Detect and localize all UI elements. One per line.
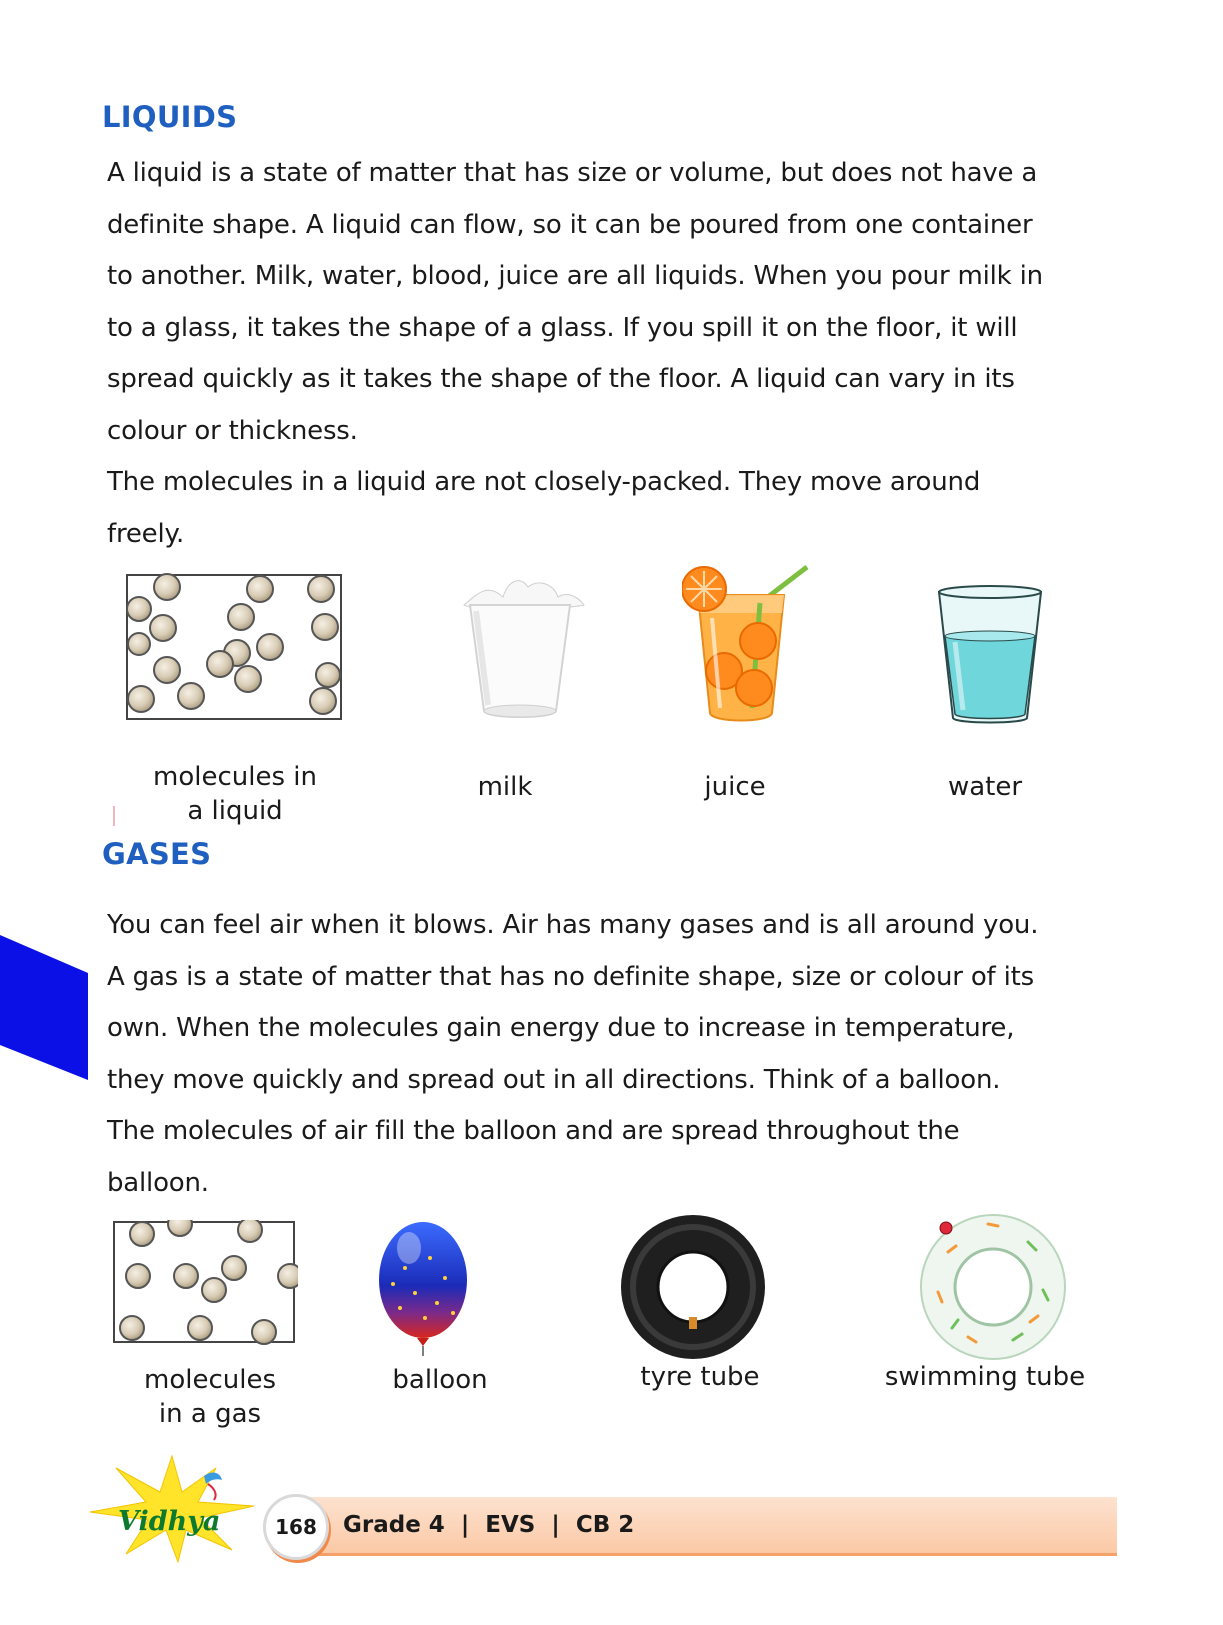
liquids-heading: LIQUIDS [102, 100, 238, 134]
page-number: 168 [263, 1494, 329, 1560]
footer-title [343, 1502, 634, 1548]
milk-glass-illustration [458, 575, 588, 725]
text-line: own. When the molecules gain energy due to increase in temperature, [107, 1013, 1015, 1043]
liquid-molecules-illustration [125, 573, 345, 723]
caption-tyre-tube: tyre tube [640, 1362, 760, 1392]
vidhya-logo-text: Vidhya [118, 1506, 221, 1537]
caption-juice: juice [704, 772, 766, 802]
text-line: to a glass, it takes the shape of a glass. If you spill it on the floor, it will [107, 312, 1018, 343]
juice-glass-illustration [682, 563, 812, 728]
text-line: to another. Milk, water, blood, juice are all liquids. When you pour milk in [107, 261, 1043, 291]
caption-line: in a gas [158, 1399, 262, 1429]
caption-line: molecules [144, 1365, 276, 1395]
balloon-illustration [375, 1218, 475, 1358]
text-line: spread quickly as it takes the shape of the floor. A liquid can vary in its [107, 364, 1015, 394]
text-line: colour or thickness. [107, 415, 358, 446]
text-line: balloon. [107, 1167, 209, 1198]
text-line: A gas is a state of matter that has no definite shape, size or colour of its [107, 961, 1034, 992]
footer-subject: EVS [485, 1512, 536, 1538]
text-line: freely. [107, 518, 185, 549]
gases-heading: GASES [102, 837, 212, 871]
footer-book: CB 2 [575, 1512, 635, 1538]
tyre-tube-illustration [618, 1212, 768, 1362]
text-line: they move quickly and spread out in all directions. Think of a balloon. [107, 1064, 1001, 1095]
liquids-paragraph [107, 148, 1157, 560]
water-glass-illustration [935, 582, 1045, 727]
margin-mark [113, 806, 115, 826]
caption-swimming-tube: swimming tube [884, 1362, 1086, 1392]
caption-line: a liquid [187, 796, 283, 826]
swimming-tube-illustration [918, 1212, 1068, 1362]
footer-grade: Grade 4 [343, 1512, 445, 1538]
footer-separator: | [543, 1512, 568, 1538]
footer-separator: | [452, 1512, 478, 1538]
caption-milk: milk [477, 772, 533, 802]
caption-molecules-gas [110, 1363, 310, 1431]
caption-balloon: balloon [392, 1365, 488, 1395]
text-line: You can feel air when it blows. Air has many gases and is all around you. [107, 910, 1039, 940]
caption-molecules-liquid [130, 760, 340, 828]
caption-line: molecules in [153, 762, 317, 792]
side-tab-shape [0, 935, 90, 1080]
gas-molecules-illustration [112, 1220, 298, 1346]
text-line: The molecules in a liquid are not closely-packed. They move around [107, 467, 981, 497]
caption-water: water [947, 772, 1023, 802]
text-line: definite shape. A liquid can flow, so it can be poured from one container [107, 209, 1033, 240]
text-line: A liquid is a state of matter that has size or volume, but does not have a [107, 158, 1038, 188]
text-line: The molecules of air fill the balloon and are spread throughout the [107, 1116, 960, 1146]
gases-paragraph [107, 900, 1157, 1209]
